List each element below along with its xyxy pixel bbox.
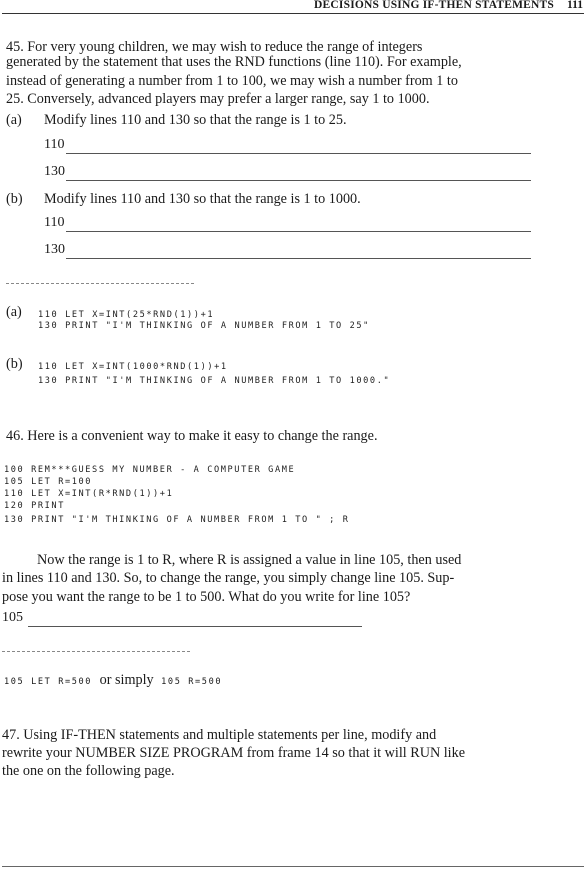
frame-46-fill-105: 105 xyxy=(2,610,23,625)
part-b-blank-130[interactable] xyxy=(66,258,531,259)
part-b-fill-110: 110 xyxy=(44,215,65,230)
answer-a-label: (a) xyxy=(6,304,22,320)
frame-46-intro: 46. Here is a convenient way to make it easy to change the range. xyxy=(6,428,378,444)
frame-46-code-1: 100 REM***GUESS MY NUMBER - A COMPUTER GAME xyxy=(4,465,296,475)
footer-rule xyxy=(2,866,584,867)
frame-47-line-3: the one on the following page. xyxy=(2,763,175,779)
frame-47-line-1: 47. Using IF-THEN statements and multiple statements per line, modify and xyxy=(2,727,437,743)
answer-46-or: or simply xyxy=(99,672,154,688)
frame-45-line-2: generated by the statement that uses the RND functions (line 110). For example, xyxy=(6,54,462,70)
page-number: 111 xyxy=(567,0,583,11)
frame-46-body-3: pose you want the range to be 1 to 500. What do you write for line 105? xyxy=(2,589,411,605)
part-a-fill-110: 110 xyxy=(44,137,65,152)
part-b-fill-130: 130 xyxy=(44,242,65,257)
answer-46-code-2: 105 R=500 xyxy=(161,677,223,687)
answer-b-label: (b) xyxy=(6,356,23,372)
frame-46-body-2: in lines 110 and 130. So, to change the range, you simply change line 105. Sup- xyxy=(2,570,455,586)
frame-46-code-5: 130 PRINT "I'M THINKING OF A NUMBER FROM 1 TO " ; R xyxy=(4,515,350,525)
part-a-blank-130[interactable] xyxy=(66,180,531,181)
part-a-label: (a) xyxy=(6,112,22,128)
part-b-label: (b) xyxy=(6,191,23,207)
answer-a-code-2: 130 PRINT "I'M THINKING OF A NUMBER FROM 1 TO 25" xyxy=(38,321,370,331)
answer-46 xyxy=(4,672,222,689)
frame-47-line-2: rewrite your NUMBER SIZE PROGRAM from frame 14 so that it will RUN like xyxy=(2,745,466,761)
running-header xyxy=(0,0,584,12)
header-rule xyxy=(2,13,584,14)
header-title: DECISIONS USING IF-THEN STATEMENTS xyxy=(314,0,554,11)
frame-46-code-3: 110 LET X=INT(R*RND(1))+1 xyxy=(4,489,174,499)
frame-46-blank-105[interactable] xyxy=(28,626,362,627)
part-a-blank-110[interactable] xyxy=(66,153,531,154)
part-a-text: Modify lines 110 and 130 so that the range is 1 to 25. xyxy=(44,112,347,128)
answer-46-code-1: 105 LET R=500 xyxy=(4,677,93,687)
frame-46-code-4: 120 PRINT xyxy=(4,501,65,511)
answer-separator-2 xyxy=(2,651,190,652)
frame-45-line-1: 45. For very young children, we may wish to reduce the range of integers xyxy=(6,39,423,55)
part-a-fill-130: 130 xyxy=(44,164,65,179)
answer-separator-1 xyxy=(6,283,194,284)
part-b-text: Modify lines 110 and 130 so that the range is 1 to 1000. xyxy=(44,191,361,207)
frame-45-line-3: instead of generating a number from 1 to 100, we may wish a number from 1 to xyxy=(6,73,458,89)
part-b-blank-110[interactable] xyxy=(66,231,531,232)
answer-a-code-1: 110 LET X=INT(25*RND(1))+1 xyxy=(38,310,215,320)
answer-b-code-2: 130 PRINT "I'M THINKING OF A NUMBER FROM 1 TO 1000." xyxy=(38,376,391,386)
answer-b-code-1: 110 LET X=INT(1000*RND(1))+1 xyxy=(38,362,228,372)
frame-46-code-2: 105 LET R=100 xyxy=(4,477,93,487)
frame-45-line-4: 25. Conversely, advanced players may prefer a larger range, say 1 to 1000. xyxy=(6,91,430,107)
frame-46-body-1: Now the range is 1 to R, where R is assigned a value in line 105, then used xyxy=(37,552,462,568)
